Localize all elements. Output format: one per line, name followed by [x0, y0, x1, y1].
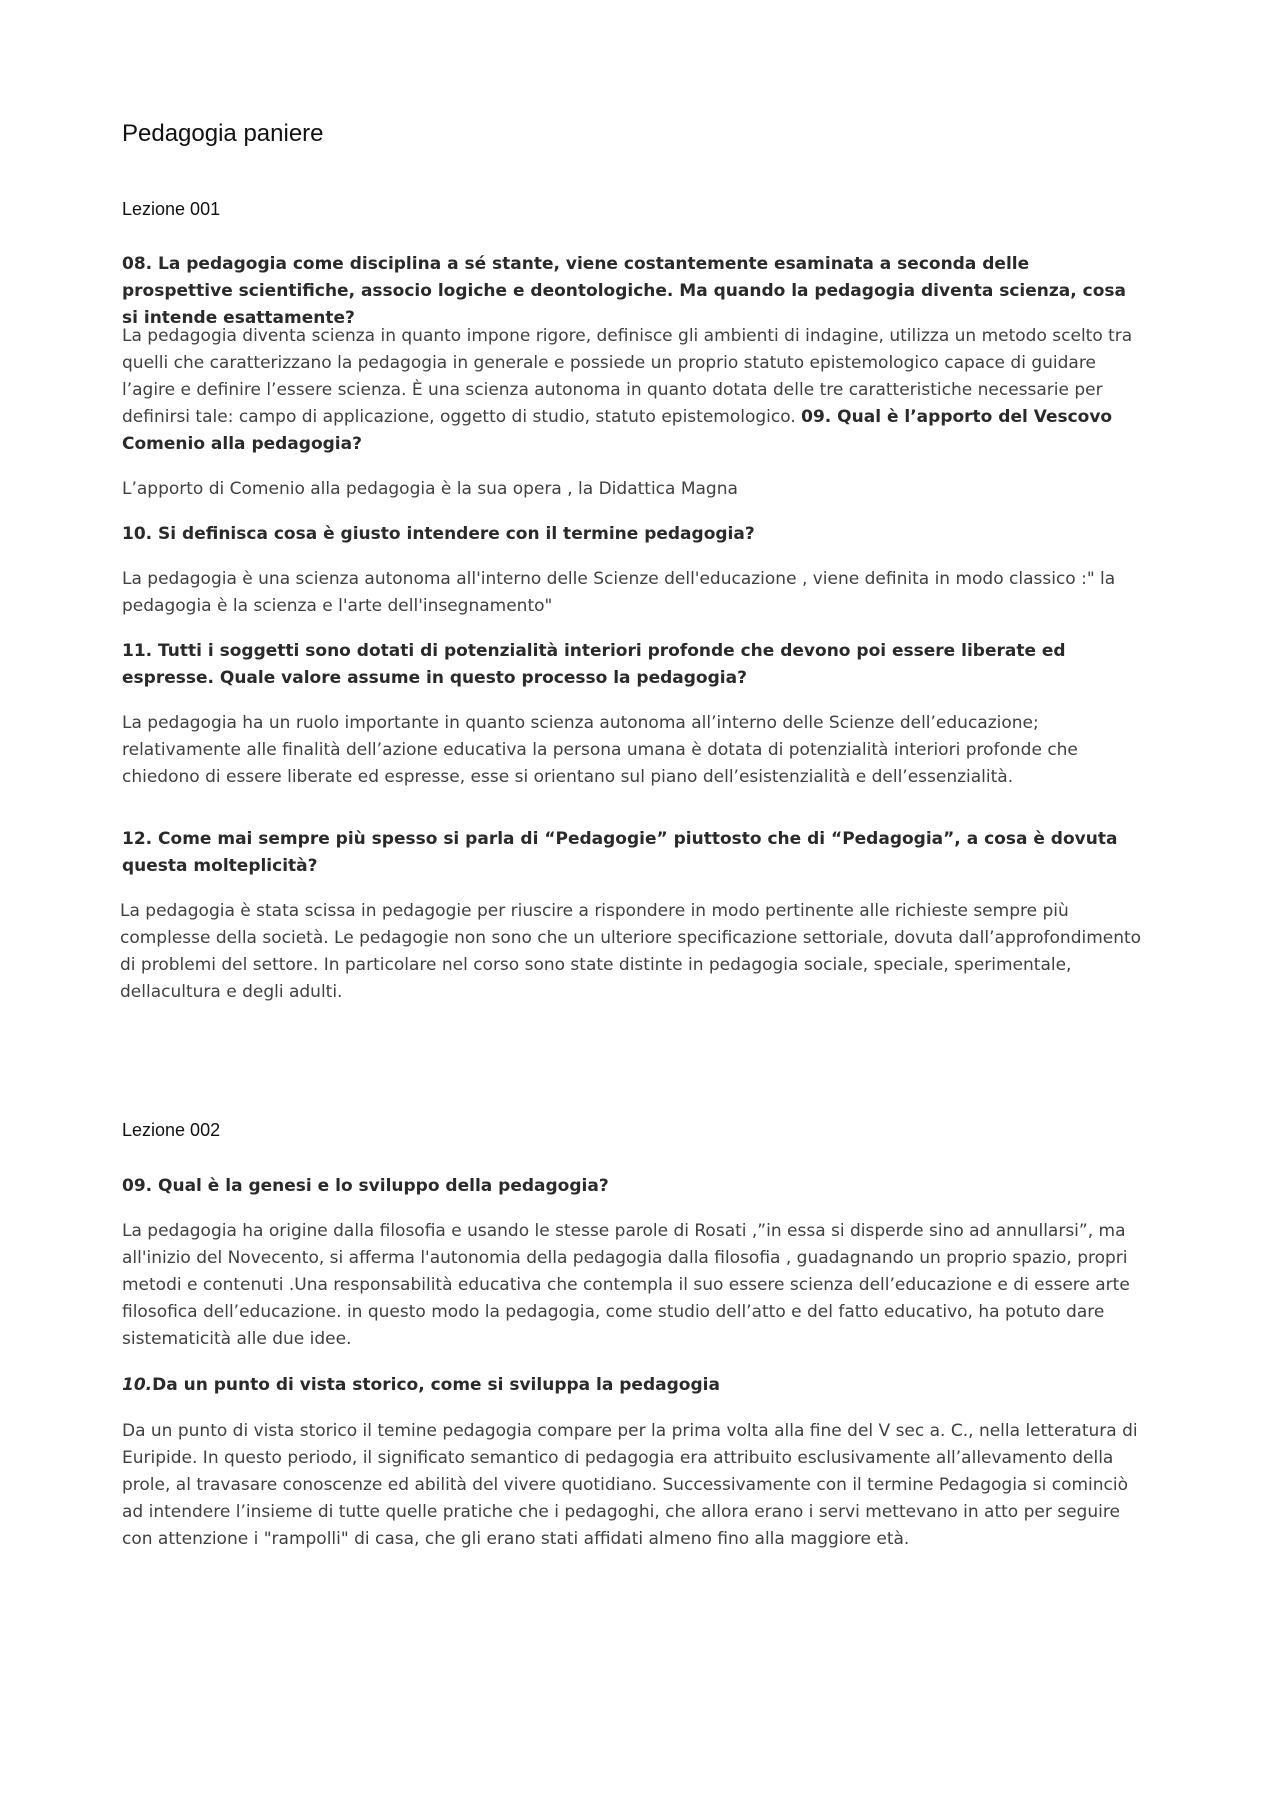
answer-l2-09: La pedagogia ha origine dalla filosofia e usando le stesse parole di Rosati ,”in essa si disperde sino ad annullarsi”, ma all'inizio del Novecento, si afferma l'autonomia della pedagogia dalla filosofia , guadagnando un proprio spazio, propri metodi e contenuti .Una responsabilità educativa che contempla il suo essere scienza dell’educazione e di essere arte filosofica dell’educazione. in questo modo la pedagogia, come studio dell’atto e del fatto educativo, ha potuto dare sistematicità alle due idee. [122, 1221, 1130, 1349]
answer-09: L’apporto di Comenio alla pedagogia è la sua opera , la Didattica Magna [122, 479, 738, 499]
question-10: 10. Si definisca cosa è giusto intendere con il termine pedagogia? [122, 524, 755, 544]
answer-l2-10: Da un punto di vista storico il temine pedagogia compare per la prima volta alla fine del V sec a. C., nella letteratura di Euripide. In questo periodo, il significato semantico di pedagogia era attribuito esclusivamente all’allevamento della prole, al travasare conoscenze ed abilità del vivere quotidiano. Successivamente con il termine Pedagogia si cominciò ad intendere l’insieme di tutte quelle pratiche che i pedagoghi, che allora erano i servi mettevano in atto per seguire con attenzione i "rampolli" di casa, che gli erano stati affidati almeno fino alla maggiore età. [122, 1421, 1138, 1549]
answer-08-text: La pedagogia diventa scienza in quanto impone rigore, definisce gli ambienti di indagine, utilizza un metodo scelto tra quelli che caratterizzano la pedagogia in generale e possiede un proprio statuto epistemologico capace di guidare l’agire e definire l’essere scienza. È una scienza autonoma in quanto dotata delle tre caratteristiche necessarie per definirsi tale: campo di applicazione, oggetto di studio, statuto epistemologico. [122, 326, 1133, 427]
question-08: 08. La pedagogia come disciplina a sé stante, viene costantemente esaminata a seconda delle prospettive scientifiche, associo logiche e deontologiche. Ma quando la pedagogia diventa scienza, cosa si intende esattamente? [122, 254, 1126, 328]
document-title: Pedagogia paniere [122, 120, 324, 147]
answer-11: La pedagogia ha un ruolo importante in quanto scienza autonoma all’interno delle Scienze dell’educazione; relativamente alle finalità dell’azione educativa la persona umana è dotata di potenzialità interiori profonde che chiedono di essere liberate ed espresse, esse si orientano sul piano dell’esistenzialità e dell’essenzialità. [122, 713, 1078, 787]
question-12: 12. Come mai sempre più spesso si parla di “Pedagogie” piuttosto che di “Pedagogia”, a cosa è dovuta questa molteplicità? [122, 829, 1118, 876]
answer-12: La pedagogia è stata scissa in pedagogie per riuscire a rispondere in modo pertinente alle richieste sempre più complesse della società. Le pedagogie non sono che un ulteriore specificazione settoriale, dovuta dall’approfondimento di problemi del settore. In particolare nel corso sono state distinte in pedagogia sociale, speciale, sperimentale, dellacultura e degli adulti. [120, 901, 1142, 1002]
question-09-inline: 09. Qual è l’apporto del Vescovo Comenio alla pedagogia? [122, 407, 1113, 454]
answer-08 [122, 323, 1152, 458]
question-l2-10-text: Da un punto di vista storico, come si sviluppa la pedagogia [152, 1375, 720, 1395]
question-11: 11. Tutti i soggetti sono dotati di potenzialità interiori profonde che devono poi essere liberate ed espresse. Quale valore assume in questo processo la pedagogia? [122, 641, 1066, 688]
lesson-label-001: Lezione 001 [122, 199, 221, 219]
lesson-label-002: Lezione 002 [122, 1120, 221, 1140]
answer-10: La pedagogia è una scienza autonoma all'interno delle Scienze dell'educazione , viene definita in modo classico :" la pedagogia è la scienza e l'arte dell'insegnamento" [122, 569, 1116, 616]
question-l2-10 [122, 1372, 1142, 1399]
question-l2-09: 09. Qual è la genesi e lo sviluppo della pedagogia? [122, 1176, 609, 1196]
question-l2-10-number: 10. [122, 1375, 153, 1395]
